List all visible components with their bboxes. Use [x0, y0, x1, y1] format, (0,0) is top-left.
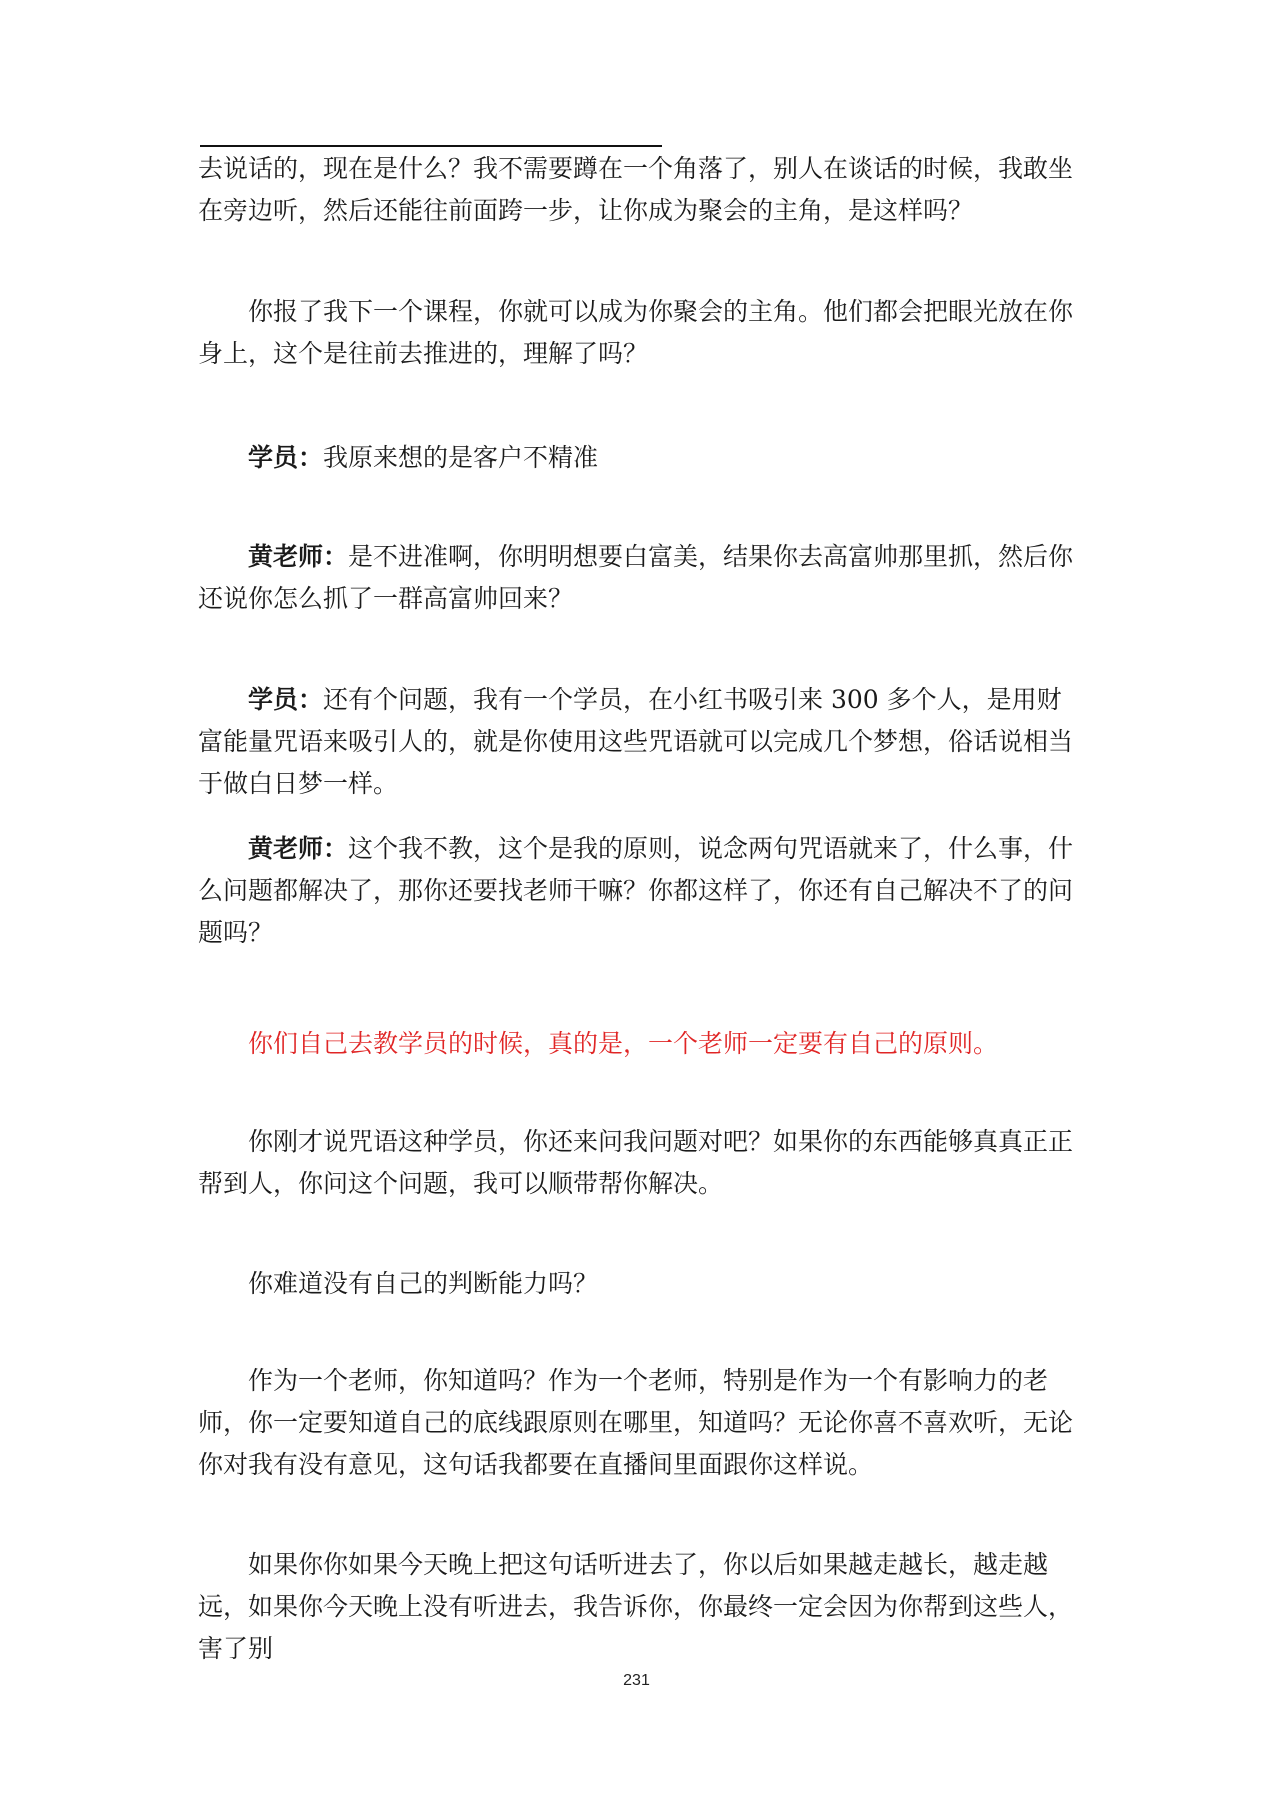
dialogue-teacher-1 [198, 536, 1083, 620]
paragraph-course-pitch: 你报了我下一个课程，你就可以成为你聚会的主角。他们都会把眼光放在你身上，这个是往前去推进的，理解了吗？ [198, 297, 1074, 368]
header-rule [200, 145, 662, 147]
dialogue-text: 这个我不教，这个是我的原则，说念两句咒语就来了，什么事，什么问题都解决了，那你还要找老师干嘛？你都这样了，你还有自己解决不了的问题吗？ [198, 834, 1074, 947]
speaker-label-teacher: 黄老师： [248, 542, 349, 571]
page-number: 231 [623, 1672, 650, 1689]
speaker-label-student: 学员： [248, 443, 324, 472]
highlighted-principle-paragraph: 你们自己去教学员的时候，真的是，一个老师一定要有自己的原则。 [248, 1029, 999, 1058]
paragraph-continuation: 去说话的，现在是什么？我不需要蹲在一个角落了，别人在谈话的时候，我敢坐在旁边听，然后还能往前面跨一步，让你成为聚会的主角，是这样吗？ [198, 154, 1074, 225]
paragraph-judgment-question: 你难道没有自己的判断能力吗？ [248, 1269, 599, 1298]
paragraph-teacher-bottom-line: 作为一个老师，你知道吗？作为一个老师，特别是作为一个有影响力的老师，你一定要知道自己的底线跟原则在哪里，知道吗？无论你喜不喜欢听，无论你对我有没有意见，这句话我都要在直播间里面跟你这样说。 [198, 1366, 1074, 1479]
dialogue-text: 我原来想的是客户不精准 [323, 443, 599, 472]
dialogue-student-2 [198, 679, 1083, 805]
dialogue-text: 是不进准啊，你明明想要白富美，结果你去高富帅那里抓，然后你还说你怎么抓了一群高富帅回来？ [198, 542, 1074, 613]
dialogue-student-1 [198, 437, 1083, 479]
dialogue-teacher-2 [198, 828, 1083, 954]
dialogue-text: 还有个问题，我有一个学员，在小红书吸引来 300 多个人，是用财富能量咒语来吸引人的，就是你使用这些咒语就可以完成几个梦想，俗话说相当于做白日梦一样。 [198, 685, 1074, 798]
speaker-label-student: 学员： [248, 685, 324, 714]
paragraph-mantra-student: 你刚才说咒语这种学员，你还来问我问题对吧？如果你的东西能够真真正正帮到人，你问这个问题，我可以顺带帮你解决。 [198, 1127, 1074, 1198]
paragraph-warning: 如果你你如果今天晚上把这句话听进去了，你以后如果越走越长，越走越远，如果你今天晚上没有听进去，我告诉你，你最终一定会因为你帮到这些人，害了别 [198, 1550, 1074, 1663]
speaker-label-teacher: 黄老师： [248, 834, 349, 863]
